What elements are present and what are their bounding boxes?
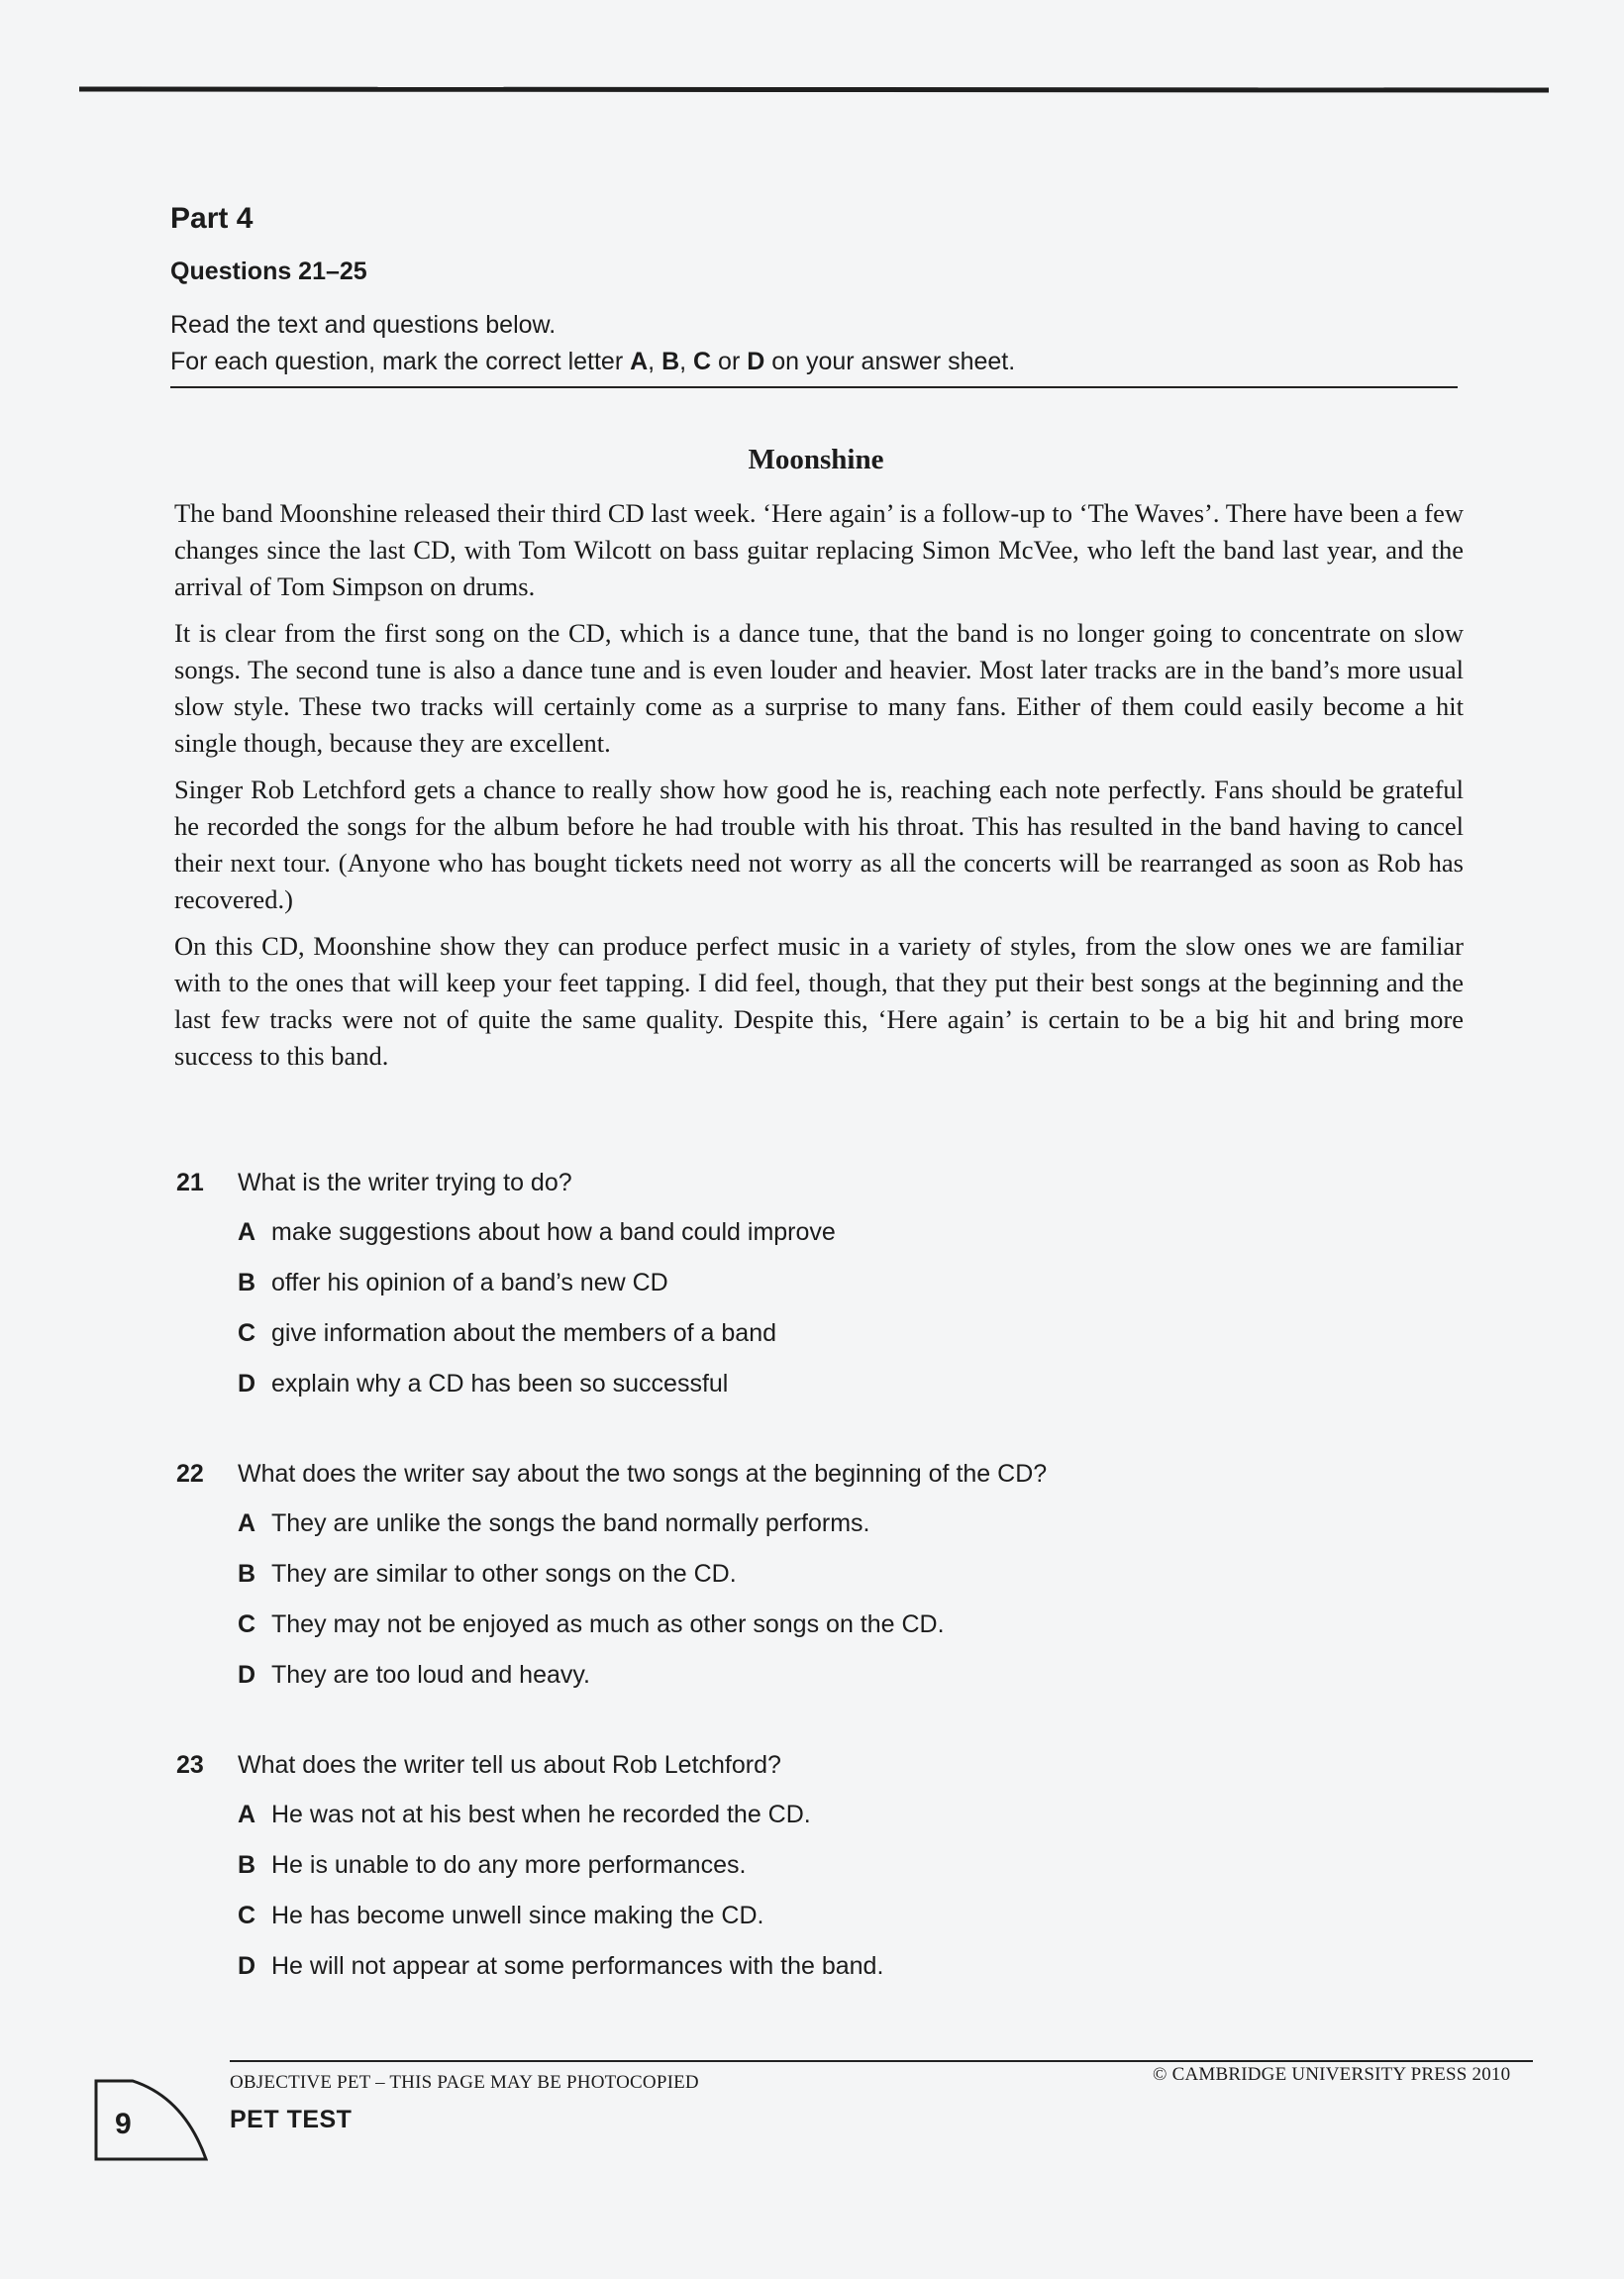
option-letter: C — [238, 1610, 256, 1638]
option-text: He has become unwell since making the CD. — [271, 1902, 764, 1929]
option-text: They may not be enjoyed as much as other songs on the CD. — [271, 1610, 945, 1638]
option-text: They are similar to other songs on the CD. — [271, 1560, 737, 1588]
answer-option-d[interactable] — [238, 1952, 1464, 2003]
option-letter: D — [238, 1370, 256, 1398]
question-number: 22 — [176, 1460, 204, 1488]
option-text: They are unlike the songs the band normally performs. — [271, 1509, 870, 1537]
option-letter: B — [238, 1269, 256, 1296]
instructions-rule — [170, 386, 1458, 388]
instructions-line-1: Read the text and questions below. — [170, 311, 557, 339]
question-number: 23 — [176, 1751, 204, 1779]
answer-option-b[interactable] — [238, 1851, 1464, 1902]
option-letter: B — [238, 1851, 256, 1879]
option-text: explain why a CD has been so successful — [271, 1370, 729, 1398]
answer-option-a[interactable] — [238, 1509, 1464, 1560]
letter-c: C — [693, 348, 712, 375]
answer-options — [238, 1509, 1464, 1711]
option-letter: A — [238, 1509, 256, 1537]
article-paragraph: It is clear from the first song on the CD, which is a dance tune, that the band is no longer going to concentrate on slow songs. The second tune is also a dance tune and is even louder and heavier. Most later tracks are in the band’s more usual slow style. These two tracks will certainly come as a surprise to many fans. Either of them could easily become a hit single though, because they are excellent. — [174, 618, 1464, 758]
part-title: Part 4 — [170, 202, 254, 235]
option-letter: C — [238, 1902, 256, 1929]
option-letter: A — [238, 1801, 256, 1828]
top-rule — [79, 86, 1549, 92]
footer-copyright: © CAMBRIDGE UNIVERSITY PRESS 2010 — [1153, 2064, 1511, 2085]
answer-option-d[interactable] — [238, 1370, 1464, 1420]
question-stem — [176, 1751, 1464, 1801]
option-letter: A — [238, 1218, 256, 1246]
question-stem — [176, 1460, 1464, 1509]
instructions-line-2 — [170, 344, 1458, 380]
question-number: 21 — [176, 1169, 204, 1196]
question-text: What does the writer say about the two songs at the beginning of the CD? — [238, 1460, 1048, 1488]
article-paragraph: On this CD, Moonshine show they can produce perfect music in a variety of styles, from the slow ones we are familiar with to the ones that will keep your feet tapping. I did feel, though, that they put their best songs at the beginning and the last few tracks were not of quite the same quality. Despite this, ‘Here again’ is certain to be a big hit and bring more success to this band. — [174, 931, 1464, 1071]
option-letter: C — [238, 1319, 256, 1347]
letter-d: D — [747, 348, 765, 375]
option-text: He will not appear at some performances with the band. — [271, 1952, 884, 1980]
footer-rule — [230, 2060, 1533, 2062]
instructions-separator: or — [711, 348, 748, 375]
answer-option-b[interactable] — [238, 1269, 1464, 1319]
question-text: What is the writer trying to do? — [238, 1169, 572, 1196]
option-text: offer his opinion of a band’s new CD — [271, 1269, 668, 1296]
page-number: 9 — [115, 2108, 132, 2140]
letter-a: A — [630, 348, 649, 375]
question-stem — [176, 1169, 1464, 1218]
option-letter: D — [238, 1952, 256, 1980]
instructions-suffix: on your answer sheet. — [764, 348, 1016, 375]
instructions-separator: , — [679, 348, 694, 375]
answer-option-c[interactable] — [238, 1610, 1464, 1661]
option-text: He is unable to do any more performances. — [271, 1851, 747, 1879]
instructions-prefix: For each question, mark the correct letter — [170, 348, 631, 375]
article-paragraph: Singer Rob Letchford gets a chance to really show how good he is, reaching each note perfectly. Fans should be grateful he recorded the songs for the album before he had trouble with his throat. This has resulted in the band having to cancel their next tour. (Anyone who has bought tickets need not worry as all the concerts will be rearranged as soon as Rob has recovered.) — [174, 775, 1464, 914]
option-text: They are too loud and heavy. — [271, 1661, 590, 1689]
answer-option-a[interactable] — [238, 1218, 1464, 1269]
footer-photocopy-note: OBJECTIVE PET – THIS PAGE MAY BE PHOTOCOPIED — [230, 2072, 699, 2093]
option-letter: B — [238, 1560, 256, 1588]
page-tab-icon — [93, 2078, 208, 2161]
question-text: What does the writer tell us about Rob Letchford? — [238, 1751, 781, 1779]
answer-option-b[interactable] — [238, 1560, 1464, 1610]
answer-option-c[interactable] — [238, 1902, 1464, 1952]
option-letter: D — [238, 1661, 256, 1689]
instructions-separator: , — [648, 348, 662, 375]
question-21 — [176, 1169, 1464, 1420]
answer-option-d[interactable] — [238, 1661, 1464, 1711]
questions-range: Questions 21–25 — [170, 258, 367, 285]
letter-b: B — [661, 348, 680, 375]
footer-test-label: PET TEST — [230, 2106, 353, 2133]
instructions — [170, 307, 1458, 380]
option-text: He was not at his best when he recorded the CD. — [271, 1801, 811, 1828]
question-23 — [176, 1751, 1464, 2003]
question-22 — [176, 1460, 1464, 1711]
answer-option-a[interactable] — [238, 1801, 1464, 1851]
answer-options — [238, 1218, 1464, 1420]
article-paragraph: The band Moonshine released their third CD last week. ‘Here again’ is a follow-up to ‘The Waves’. There have been a few changes since the last CD, with Tom Wilcott on bass guitar replacing Simon McVee, who left the band last year, and the arrival of Tom Simpson on drums. — [174, 498, 1464, 601]
article-title: Moonshine — [748, 444, 884, 475]
article-body — [174, 495, 1464, 1085]
option-text: give information about the members of a band — [271, 1319, 777, 1347]
answer-option-c[interactable] — [238, 1319, 1464, 1370]
option-text: make suggestions about how a band could improve — [271, 1218, 836, 1246]
answer-options — [238, 1801, 1464, 2003]
